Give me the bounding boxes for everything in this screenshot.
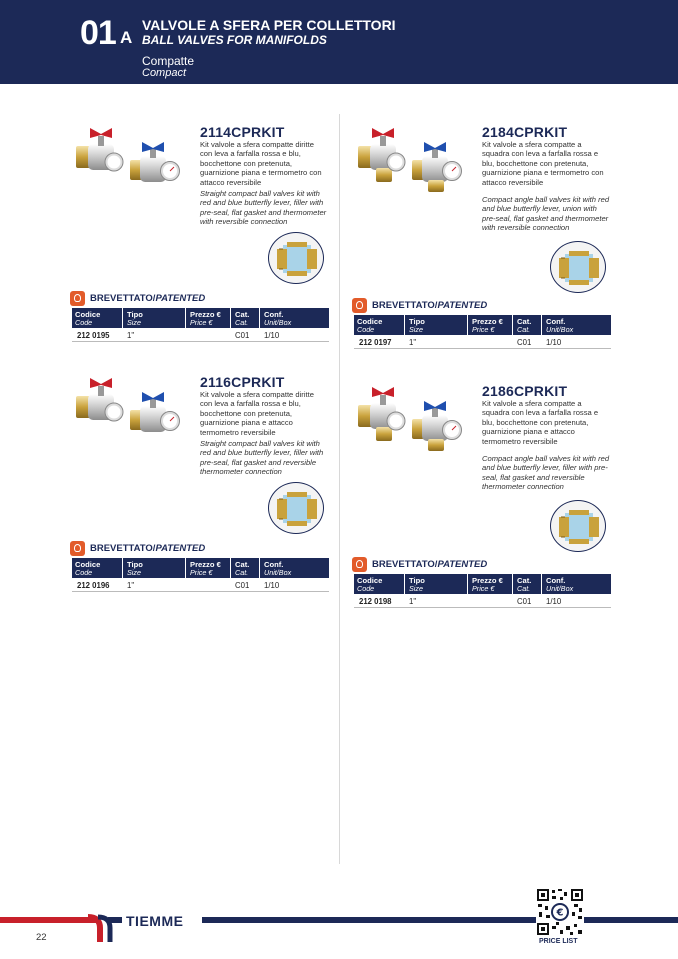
- column-header-conf: Conf. Unit/Box: [264, 560, 292, 577]
- column-header-size: Tipo Size: [409, 576, 425, 593]
- product-description-en: Straight compact ball valves kit with red and blue butterfly lever, filler with pre-seal, flat gasket and thermometer with reversible connection: [200, 189, 327, 227]
- cell-conf: 1/10: [546, 338, 562, 347]
- column-header-cat: Cat. Cat.: [235, 560, 250, 577]
- product-code-title: 2116CPRKIT: [200, 374, 285, 390]
- product-block: [72, 374, 334, 596]
- table-header: [354, 315, 611, 335]
- cell-size: 1": [127, 331, 135, 340]
- column-header-cat: Cat. Cat.: [235, 310, 250, 327]
- patent-label: BREVETTATO/: [372, 558, 438, 570]
- product-image: [354, 383, 482, 451]
- column-header-code: Codice Code: [75, 560, 101, 577]
- union-detail-image: [268, 482, 324, 534]
- patent-label-en: PATENTED: [437, 558, 488, 570]
- table-header: [354, 574, 611, 594]
- patent-label: BREVETTATO/: [90, 292, 156, 304]
- patent-icon: [70, 291, 85, 306]
- table-row: [354, 335, 611, 349]
- cell-code: 212 0196: [77, 581, 110, 590]
- price-table: [72, 308, 329, 342]
- union-detail-image: [550, 241, 606, 293]
- product-block: [354, 383, 616, 605]
- price-table: [354, 315, 611, 349]
- cell-code: 212 0198: [359, 597, 392, 606]
- patent-label: BREVETTATO/: [372, 299, 438, 311]
- section-title: VALVOLE A SFERA PER COLLETTORI: [142, 17, 396, 33]
- cell-cat: C01: [517, 338, 532, 347]
- column-header-conf: Conf. Unit/Box: [264, 310, 292, 327]
- product-image: [354, 124, 482, 192]
- column-header-price: Prezzo € Price €: [190, 560, 221, 577]
- column-header-size: Tipo Size: [127, 310, 143, 327]
- cell-conf: 1/10: [264, 331, 280, 340]
- price-list-label: PRICE LIST: [539, 938, 578, 945]
- product-image: [72, 374, 200, 442]
- cell-code: 212 0195: [77, 331, 110, 340]
- product-image: [72, 124, 200, 192]
- product-block: [354, 124, 616, 346]
- cell-conf: 1/10: [546, 597, 562, 606]
- brand-logo: TIEMME: [126, 913, 184, 929]
- section-subtitle: BALL VALVES FOR MANIFOLDS: [142, 33, 327, 47]
- product-description-it: Kit valvole a sfera compatte a squadra con leva a farfalla rossa e blu, bocchettone con pretenuta, guarnizione piana e termometro con attacco reversibile: [482, 140, 604, 187]
- patent-label-en: PATENTED: [437, 299, 488, 311]
- column-header-cat: Cat. Cat.: [517, 576, 532, 593]
- category-label-en: Compact: [142, 67, 187, 79]
- patent-label: BREVETTATO/: [90, 542, 156, 554]
- product-description-en: Compact angle ball valves kit with red and blue butterfly lever, filler with pre-seal, flat gasket and reversible thermometer connection: [482, 454, 610, 492]
- table-header: [72, 308, 329, 328]
- cell-size: 1": [127, 581, 135, 590]
- product-code-title: 2114CPRKIT: [200, 124, 285, 140]
- table-header: [72, 558, 329, 578]
- union-detail-image: [268, 232, 324, 284]
- product-description-it: Kit valvole a sfera compatte diritte con leva a farfalla rossa e blu, bocchettone con pretenuta, guarnizione piana e attacco termometro reversibile: [200, 390, 314, 437]
- patent-icon: [70, 541, 85, 556]
- column-divider: [339, 114, 340, 864]
- qr-code[interactable]: [536, 888, 584, 936]
- svg-text:€: €: [556, 907, 564, 919]
- cell-conf: 1/10: [264, 581, 280, 590]
- patent-badge: [352, 297, 487, 313]
- cell-cat: C01: [517, 597, 532, 606]
- column-header-conf: Conf. Unit/Box: [546, 576, 574, 593]
- section-number: 01: [80, 14, 116, 52]
- product-description-it: Kit valvole a sfera compatte diritte con leva a farfalla rossa e blu, bocchettone con pretenuta, guarnizione piana e termometro con attacco reversibile: [200, 140, 322, 187]
- patent-label-en: PATENTED: [155, 292, 206, 304]
- cell-cat: C01: [235, 581, 250, 590]
- category-label: Compatte: [142, 54, 195, 68]
- patent-icon: [352, 557, 367, 572]
- table-row: [72, 328, 329, 342]
- price-table: [72, 558, 329, 592]
- column-header-cat: Cat. Cat.: [517, 317, 532, 334]
- page-header: [0, 0, 678, 84]
- page-number: 22: [36, 932, 47, 943]
- column-header-price: Prezzo € Price €: [190, 310, 221, 327]
- product-description-en: Straight compact ball valves kit with red and blue butterfly lever, filler with pre-seal, flat gasket and reversible thermometer connection: [200, 439, 324, 477]
- column-header-code: Codice Code: [357, 576, 383, 593]
- column-header-size: Tipo Size: [409, 317, 425, 334]
- column-header-conf: Conf. Unit/Box: [546, 317, 574, 334]
- price-table: [354, 574, 611, 608]
- cell-size: 1": [409, 338, 417, 347]
- cell-cat: C01: [235, 331, 250, 340]
- column-header-code: Codice Code: [357, 317, 383, 334]
- column-header-code: Codice Code: [75, 310, 101, 327]
- column-header-price: Prezzo € Price €: [472, 576, 503, 593]
- table-row: [72, 578, 329, 592]
- product-block: [72, 124, 334, 346]
- patent-badge: [70, 540, 205, 556]
- product-code-title: 2184CPRKIT: [482, 124, 568, 140]
- product-code-title: 2186CPRKIT: [482, 383, 568, 399]
- cell-code: 212 0197: [359, 338, 392, 347]
- column-header-size: Tipo Size: [127, 560, 143, 577]
- cell-size: 1": [409, 597, 417, 606]
- patent-icon: [352, 298, 367, 313]
- product-description-it: Kit valvole a sfera compatte a squadra con leva a farfalla rossa e blu, bocchettone con pretenuta, guarnizione piana e attacco termometro reversibile: [482, 399, 599, 446]
- product-description-en: Compact angle ball valves kit with red and blue butterfly lever, union with pre-seal, flat gasket and thermometer with reversible connection: [482, 195, 610, 233]
- column-header-price: Prezzo € Price €: [472, 317, 503, 334]
- patent-label-en: PATENTED: [155, 542, 206, 554]
- patent-badge: [352, 556, 487, 572]
- union-detail-image: [550, 500, 606, 552]
- table-row: [354, 594, 611, 608]
- patent-badge: [70, 290, 205, 306]
- section-letter: A: [120, 28, 133, 47]
